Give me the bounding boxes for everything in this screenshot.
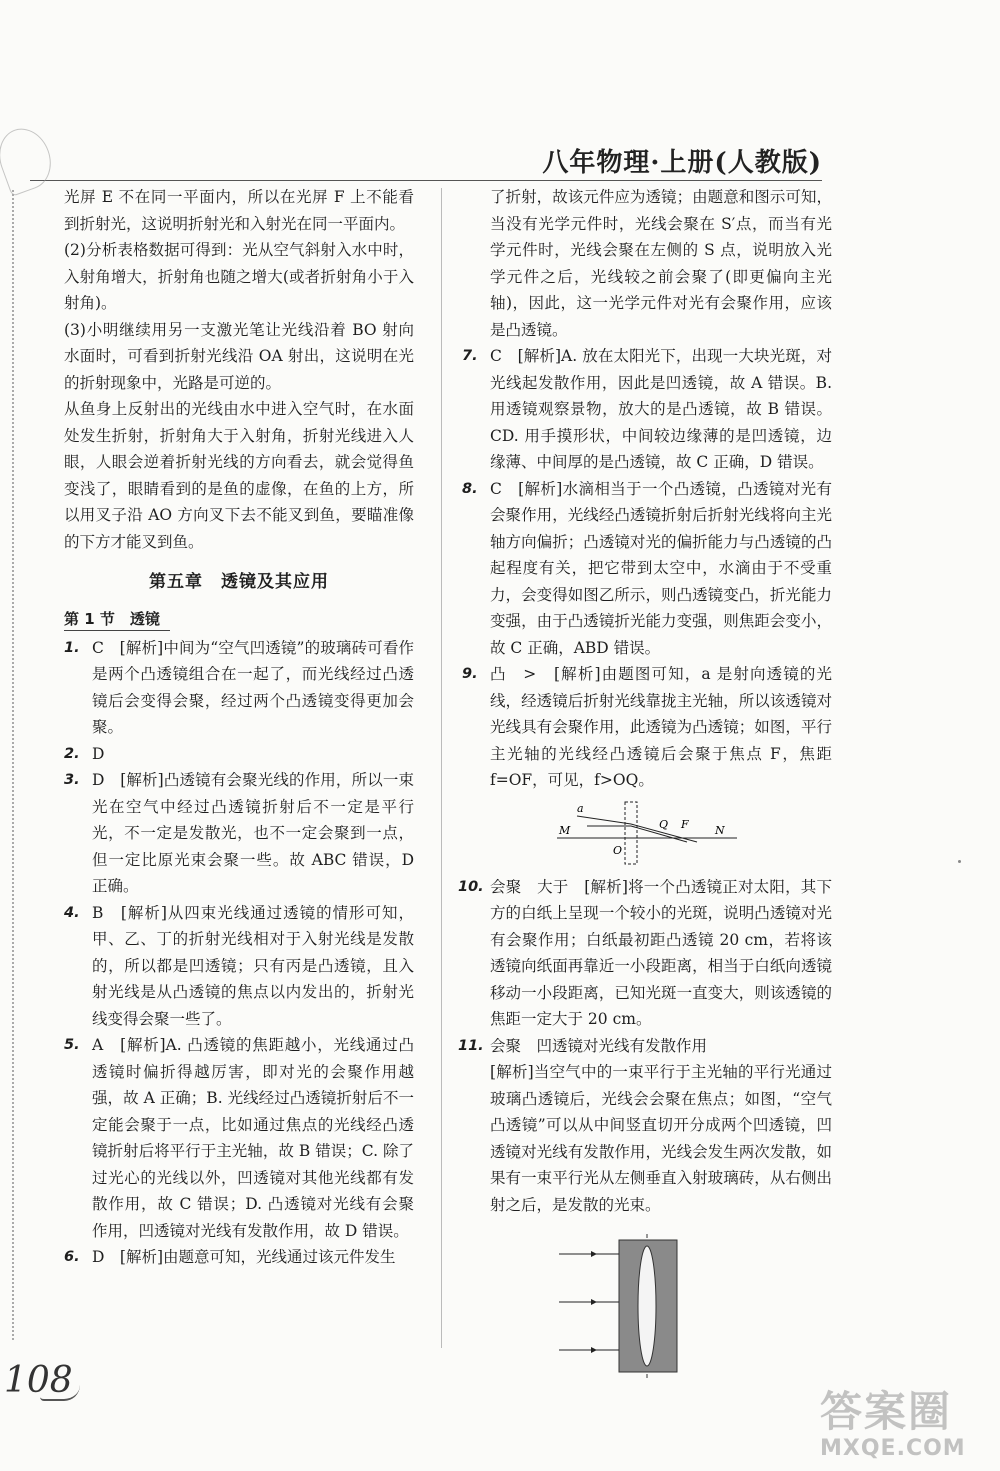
label-O: O <box>613 843 623 857</box>
right-column <box>458 184 832 1386</box>
label-F: F <box>681 817 689 831</box>
answer-item <box>64 1032 414 1244</box>
arrow-1 <box>591 1251 597 1257</box>
page-header <box>0 130 1000 190</box>
left-column <box>64 184 414 1271</box>
section-title: 第 1 节 透镜 <box>64 608 170 631</box>
answer-text: 会聚 大于 [解析]将一个凸透镜正对太阳，其下方的白纸上呈现一个较小的光斑，说明凸透镜对光有会聚作用；白纸最初距凸透镜 20 cm，若将该透镜向纸面再靠近一小段距离，相当于白纸向透镜移动一小段距离，已知光斑一直变大，则该透镜的焦距一定大于 20 cm。 <box>490 877 832 1028</box>
answer-item <box>64 635 414 741</box>
label-a: a <box>577 801 584 815</box>
margin-dotted-line <box>12 190 14 1340</box>
lens-ray-diagram <box>547 798 747 870</box>
answer-continued-text: 了折射，故该元件应为透镜；由题意和图示可知，当没有光学元件时，光线会聚在 S′点，而当有光学元件时，光线会聚在左侧的 S 点，说明放入光学元件之后，光线较之前会聚了(即更偏向主光轴)，因此，这一光学元件对光有会聚作用，应该是凸透镜。 <box>490 188 832 339</box>
answer-item <box>462 343 832 476</box>
answer-number: 7. <box>462 348 478 364</box>
answer-text: C [解析]水滴相当于一个凸透镜，凸透镜对光有会聚作用，光线经凸透镜折射后折射光线将向主光轴方向偏折；凸透镜对光的偏折能力与凸透镜的凸起程度有关，把它带到太空中，水滴由于不受重力，会变得如图乙所示，则凸透镜变凸，折光能力变强，由于凸透镜折光能力变强，则焦距会变小，故 C 正确，ABD 错误。 <box>490 479 832 657</box>
header-rule <box>30 180 822 181</box>
answer-item <box>458 874 832 1033</box>
answer-continued-text: 光屏 E 不在同一平面内，所以在光屏 F 上不能看到折射光，这说明折射光和入射光在同一平面内。 <box>64 188 414 233</box>
answer-item <box>64 1244 414 1271</box>
answer-text: 会聚 凹透镜对光线有发散作用 <box>490 1036 708 1055</box>
stray-dot <box>958 860 961 863</box>
answer-number: 4. <box>64 904 80 921</box>
answer-number: 6. <box>64 1249 80 1265</box>
answer-item <box>64 767 414 900</box>
glass-block-diagram <box>557 1232 737 1382</box>
watermark <box>820 1388 998 1468</box>
answer-number: 9. <box>462 666 478 682</box>
watermark-url: MXQE.COM <box>820 1436 966 1461</box>
arrow-2 <box>591 1299 597 1305</box>
answer-number: 5. <box>64 1037 80 1053</box>
chapter-title: 第五章 透镜及其应用 <box>149 572 329 592</box>
page-number: 108 <box>4 1360 73 1401</box>
incident-ray <box>577 816 631 824</box>
answer-number: 3. <box>64 772 80 788</box>
answer-text: D [解析]由题意可知，光线通过该元件发生 <box>92 1248 396 1266</box>
answer-number: 11. <box>458 1037 484 1054</box>
air-lens <box>638 1246 656 1366</box>
answer-item <box>64 900 414 1033</box>
answer-text: C [解析]A. 放在太阳光下，出现一大块光斑，对光线起发散作用，因此是凹透镜，故 A 错误。B. 用透镜观察景物，放大的是凸透镜，故 B 错误。CD. 用手摸形状，中间较边缘薄的是凹透镜，边缘薄、中间厚的是凸透镜，故 C 正确，D 错误。 <box>490 347 832 471</box>
arrow-3 <box>591 1347 597 1353</box>
label-M: M <box>559 823 571 837</box>
column-divider <box>441 188 442 1348</box>
answer-text: C [解析]中间为“空气凹透镜”的玻璃砖可看作是两个凸透镜组合在一起了，而光线经过凸透镜后会变得会聚，经过两个凸透镜变得更加会聚。 <box>92 638 414 736</box>
answer-number: 8. <box>462 480 478 497</box>
label-Q: Q <box>659 817 669 831</box>
answer-text: D <box>92 744 105 763</box>
answer-text: B [解析]从四束光线通过透镜的情形可知，甲、乙、丁的折射光线相对于入射光线是发散的，所以都是凹透镜；只有丙是凸透镜，且入射光线是从凸透镜的焦点以内发出的，折射光线变得会聚一些了。 <box>92 903 414 1028</box>
answer-analysis-text: [解析]当空气中的一束平行于主光轴的平行光通过玻璃凸透镜后，光线会会聚在焦点；如图，“空气凸透镜”可以从中间竖直切开分成两个凹透镜，凹透镜对光线有发散作用，光线会发生两次发散，如果有一束平行光从左侧垂直入射玻璃砖，从右侧出射之后，是发散的光束。 <box>490 1063 832 1214</box>
answer-text: A [解析]A. 凸透镜的焦距越小，光线通过凸透镜时偏折得越厉害，即对光的会聚作用越强，故 A 正确；B. 光线经过凸透镜折射后不一定能会聚于一点，比如通过焦点的光线经凸透镜折射后将平行于主光轴，故 B 错误；C. 除了过光心的光线以外，凹透镜对其他光线都有发散作用，故 C 错误；D. 凸透镜对光线有会聚作用，凹透镜对光线有发散作用，故 D 错误。 <box>92 1036 414 1240</box>
header-title: 八年物理·上册(人教版) <box>542 148 822 178</box>
answer-continued-text: 从鱼身上反射出的光线由水中进入空气时，在水面处发生折射，折射角大于入射角，折射光线进入人眼，人眼会逆着折射光线的方向看去，就会觉得鱼变浅了，眼睛看到的是鱼的虚像，在鱼的上方，所以用叉子沿 AO 方向叉下去不能叉到鱼，要瞄准像的下方才能叉到鱼。 <box>64 400 414 551</box>
label-N: N <box>715 823 725 837</box>
answer-number: 10. <box>458 878 484 895</box>
answer-continued-text: (3)小明继续用另一支激光笔让光线沿着 BO 射向水面时，可看到折射光线沿 OA 射出，这说明在光的折射现象中，光路是可逆的。 <box>64 320 414 392</box>
answer-text: D [解析]凸透镜有会聚光线的作用，所以一束光在空气中经过凸透镜折射后不一定是平行光，不一定是发散光，也不一定会聚到一点，但一定比原光束会聚一些。故 ABC 错误，D 正确。 <box>92 771 414 895</box>
answer-number: 2. <box>64 745 80 762</box>
lens-dashed-box <box>625 802 637 864</box>
answer-number: 1. <box>64 639 80 656</box>
page-swoosh-icon <box>40 1385 80 1401</box>
answer-item <box>458 1033 832 1060</box>
answer-text: 凸 > [解析]由题图可知，a 是射向透镜的光线，经透镜后折射光线靠拢主光轴，所以该透镜对光线具有会聚作用，此透镜为凸透镜；如图，平行主光轴的光线经凸透镜后会聚于焦点 F，焦距 f=OF，可见，f>OQ。 <box>490 665 832 789</box>
answer-continued-text: (2)分析表格数据可得到：光从空气斜射入水中时，入射角增大，折射角也随之增大(或者折射角小于入射角)。 <box>64 241 414 312</box>
watermark-text: 答案圈 <box>820 1387 953 1436</box>
answer-item <box>64 741 414 768</box>
answer-item <box>462 661 832 794</box>
answer-item <box>462 476 832 662</box>
